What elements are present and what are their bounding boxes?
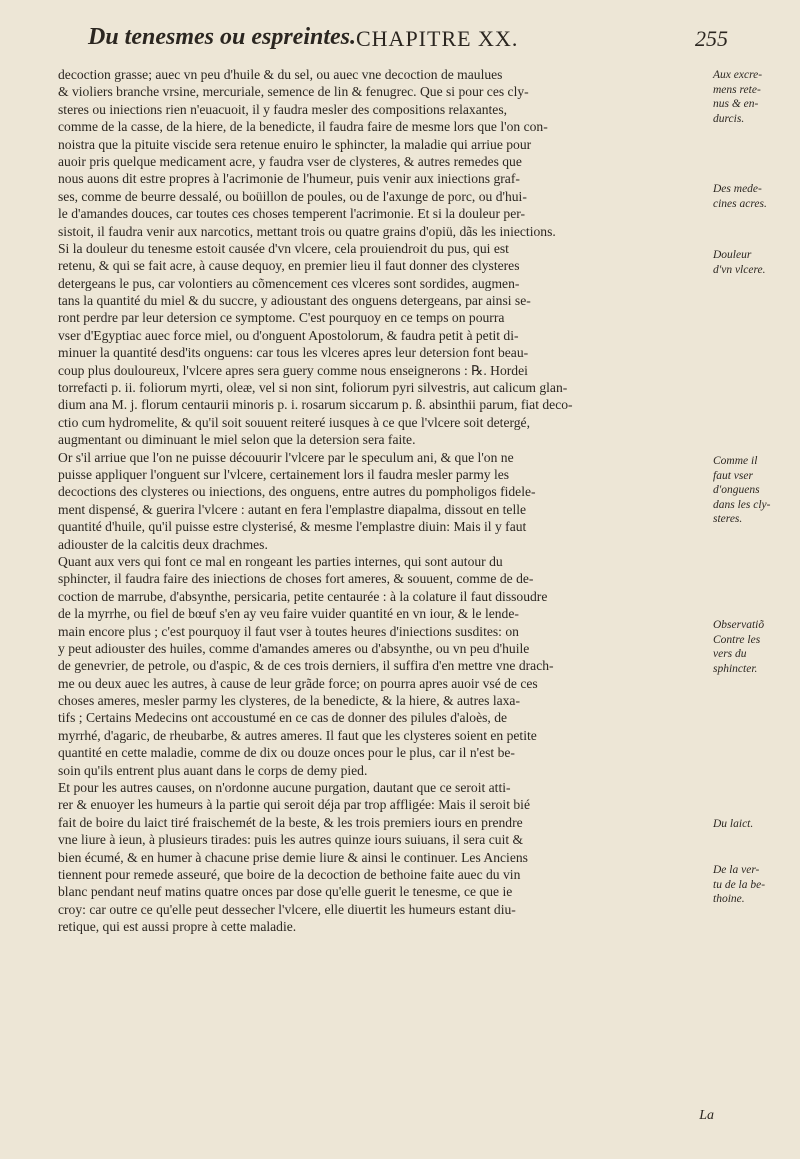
text-line: vser d'Egyptiac auec force miel, ou d'onguent Apostolorum, & faudra petit à petit di-	[58, 327, 519, 343]
text-line: augmentant ou diminuant le miel selon que la detersion sera faite.	[58, 432, 416, 448]
margin-note: Du laict.	[713, 818, 754, 830]
text-line: tiennent pour remede asseuré, que boire de la decoction de bethoine faite auec du vin	[58, 866, 521, 882]
text-line: decoctions des clysteres ou iniections, des onguens, entre autres du pompholigos fidele-	[58, 484, 536, 500]
text-line: vne liure à ieun, à plusieurs tirades: puis les autres quinze iours suiuans, il sera cuit &	[58, 832, 524, 848]
chapter-heading: CHAPITRE XX.	[356, 26, 519, 51]
text-line: tifs ; Certains Medecins ont accoustumé en ce cas de donner des pilules d'aloès, de	[58, 710, 508, 726]
text-line: puisse appliquer l'onguent sur l'vlcere, certainement lors il faudra mesler parmy les	[58, 466, 510, 482]
text-line: blanc pendant neuf matins quatre onces par dose qu'elle guerit le tenesme, ce que ie	[58, 884, 513, 900]
text-line: steres ou iniections rien n'euacuoit, il y faudra mesler des compositions relaxantes,	[58, 101, 508, 117]
text-line: sphincter, il faudra faire des iniections de choses fort ameres, & souuent, comme de de-	[58, 571, 534, 587]
text-line: Et pour les autres causes, on n'ordonne aucune purgation, dautant que ce seroit atti-	[58, 780, 511, 796]
text-line: adiouster de la calcitis deux drachmes.	[58, 536, 268, 552]
text-line: de genevrier, de petrole, ou d'aspic, & de ces trois derniers, il suffira d'en mettre vne drach-	[58, 658, 554, 674]
main-text-block	[58, 66, 698, 936]
running-title: Du tenesmes ou espreintes.	[88, 24, 357, 50]
text-line: ses, comme de beurre dessalé, ou boüillon de poules, ou de l'axunge de porc, ou d'hui-	[58, 188, 527, 204]
text-line: le d'amandes douces, car toutes ces choses temperent l'acrimonie. Et si la douleur per-	[58, 206, 526, 222]
text-line: auoir pris quelque medicament acre, y faudra vser de clysteres, & autres remedes que	[58, 153, 522, 169]
catchword: La	[699, 1108, 714, 1123]
margin-note: Douleur d'vn vlcere.	[713, 249, 766, 276]
text-line: detergeans le pus, car volontiers au cõmencement ces vlceres sont sordides, augmen-	[58, 275, 520, 291]
text-line: ctio cum hydromelite, & qu'il soit souuent reiteré iusques à ce que l'vlcere soit detergé,	[58, 414, 530, 430]
text-line: minuer la quantité desd'its onguens: car tous les vlceres apres leur detersion font beau-	[58, 345, 529, 361]
text-line: soin qu'ils entrent plus auant dans le corps de demy pied.	[58, 762, 368, 778]
text-line: fait de boire du laict tiré fraischemét de la beste, & les trois premiers iours en prendre	[58, 814, 523, 830]
text-line: & violiers branche vrsine, mercuriale, semence de lin & fenugrec. Que si pour ces cly-	[58, 84, 529, 100]
margin-note: Des mede- cines acres.	[713, 183, 767, 210]
page-number: 255	[695, 26, 728, 51]
text-line: ront perdre par leur detersion ce symptome. C'est pourquoy en ce temps on pourra	[58, 310, 505, 326]
text-line: choses ameres, mesler parmy les clysteres, de la benedicte, & la hiere, & autres laxa-	[58, 693, 520, 709]
text-line: croy: car outre ce qu'elle peut dessecher l'vlcere, elle diuertit les humeurs estant diu-	[58, 901, 516, 917]
text-line: coction de marrube, d'absynthe, persicaria, petite centaurée : à la colature il faut dissoudre	[58, 588, 548, 604]
text-line: retenu, & qui se fait acre, à cause dequoy, en premier lieu il faut donner des clysteres	[58, 258, 520, 274]
text-line: noistra que la pituite viscide sera retenue enuiro le sphincter, la maladie qui arriue pour	[58, 136, 532, 152]
margin-note: De la ver- tu de la be- thoine.	[713, 864, 766, 905]
text-line: coup plus douloureux, l'vlcere apres sera guery comme nous enseignerons : ℞. Hordei	[58, 362, 528, 378]
text-line: Si la douleur du tenesme estoit causée d'vn vlcere, cela prouiendroit du pus, qui est	[58, 240, 509, 256]
text-line: retique, qui est aussi propre à cette maladie.	[58, 919, 297, 935]
text-line: decoction grasse; auec vn peu d'huile & du sel, ou auec vne decoction de maulues	[58, 67, 503, 82]
text-line: rer & enuoyer les humeurs à la partie qui seroit déja par trop affligée: Mais il seroit bié	[58, 797, 530, 813]
text-line: nous auons dit estre propres à l'acrimonie de l'humeur, puis venir aux iniections graf-	[58, 171, 520, 187]
text-line: Or s'il arriue que l'on ne puisse découurir l'vlcere par le speculum ani, & que l'on ne	[58, 449, 514, 465]
text-line: quantité d'huile, qu'il puisse estre clysterisé, & mesme l'emplastre diuin: Mais il y faut	[58, 519, 527, 535]
text-line: ment dispensé, & guerira l'vlcere : autant en fera l'emplastre diapalma, dissout en telle	[58, 501, 527, 517]
margin-note: Observatiõ Contre les vers du sphincter.	[713, 619, 765, 675]
text-line: de la myrrhe, ou fiel de bœuf s'en ay veu faire vuider quantité en vn iour, & le lende-	[58, 606, 519, 622]
text-line: comme de la casse, de la hiere, de la benedicte, il faudra faire de mesme lors que l'on con-	[58, 119, 548, 135]
text-line: sistoit, il faudra venir aux narcotics, mettant trois ou quatre grains d'opiü, dãs les iniections.	[58, 223, 556, 239]
text-line: myrrhé, d'agaric, de rheubarbe, & autres ameres. Il faut que les clysteres soient en petite	[58, 727, 537, 743]
margin-note: Aux excre- mens rete- nus & en- durcis.	[713, 69, 763, 125]
text-line: tans la quantité du miel & du succre, y adioustant des onguens detergeans, par ainsi se-	[58, 293, 531, 309]
text-line: y peut adiouster des huiles, comme d'amandes ameres ou d'absynthe, ou vn peu d'huile	[58, 640, 530, 656]
text-line: me ou deux auec les autres, à cause de leur grãde force; on pourra apres auoir vsé de ces	[58, 675, 538, 691]
text-line: main encore plus ; c'est pourquoy il faut vser à toutes heures d'iniections susdites: on	[58, 623, 519, 639]
text-line: torrefacti p. ii. foliorum myrti, oleæ, vel si non sint, foliorum pyri silvestris, aut calicum glan-	[58, 380, 568, 396]
text-line: Quant aux vers qui font ce mal en rongeant les parties internes, qui sont autour du	[58, 553, 503, 569]
margin-note: Comme il faut vser d'onguens dans les cly- steres.	[713, 455, 771, 525]
text-line: bien écumé, & en humer à chacune prise demie liure & ainsi le continuer. Les Anciens	[58, 849, 528, 865]
text-line: quantité en cette maladie, comme de dix ou douze onces pour le plus, car il n'est be-	[58, 745, 515, 761]
text-line: dium ana M. j. florum centaurii minoris p. i. rosarum siccarum p. ß. absinthii parum, fiat deco-	[58, 397, 573, 413]
running-header	[88, 20, 728, 54]
